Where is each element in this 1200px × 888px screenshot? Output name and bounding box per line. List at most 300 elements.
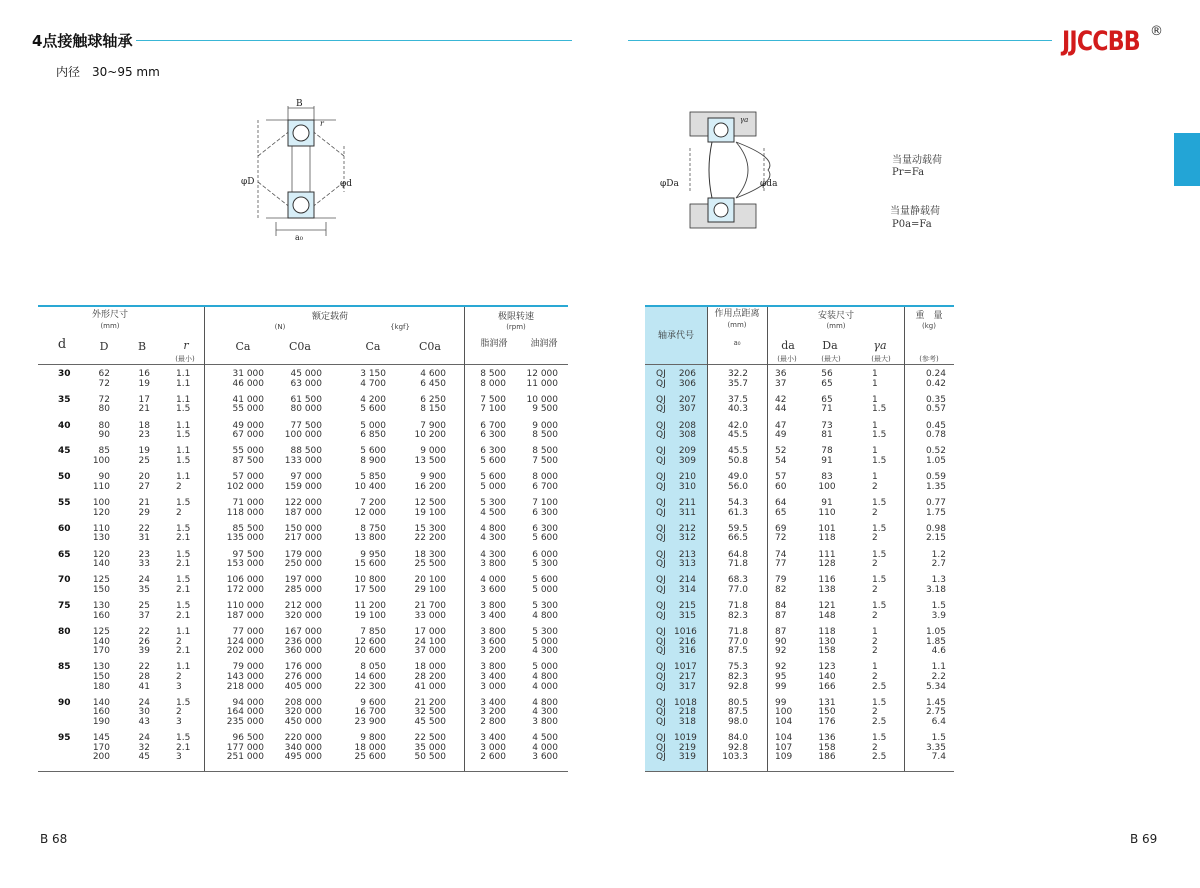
header-a0-unit: (mm)	[727, 321, 747, 329]
cell-code-prefix: QJ	[656, 672, 666, 682]
cell-c0a-kgf: 18 000	[414, 662, 446, 673]
cell-c0a-kgf: 37 000	[414, 646, 446, 657]
cell-ca-n: 94 000	[232, 697, 264, 708]
cell-outer-d: 120	[92, 507, 110, 518]
cell-speed-grease: 4 500	[480, 507, 506, 518]
cell-code-prefix: QJ	[656, 404, 666, 415]
cell-r-min: 2.1	[176, 742, 191, 753]
cell-ca-kgf: 11 200	[354, 601, 386, 612]
cell-outer-d: 180	[92, 681, 110, 692]
header-oil: 油润滑	[530, 339, 558, 349]
header-Da: Da	[822, 339, 838, 352]
registered-mark: ®	[1150, 24, 1163, 39]
cell-Da-max: 83	[821, 472, 833, 483]
cell-code-number: 316	[678, 646, 696, 657]
cell-code-prefix: QJ	[656, 481, 666, 492]
cell-weight: 0.98	[925, 523, 946, 534]
cell-code-prefix: QJ	[656, 394, 666, 405]
cell-Da-max: 118	[818, 627, 836, 637]
cell-weight: 2.2	[931, 672, 946, 682]
cell-da-min: 74	[775, 549, 787, 560]
cell-width-b: 39	[138, 646, 150, 657]
label-da-housing: φDa	[660, 179, 679, 189]
cell-speed-grease: 6 300	[480, 446, 506, 457]
table-bottom-rule	[645, 771, 954, 772]
cell-code-prefix: QJ	[656, 681, 666, 692]
cell-width-b: 37	[138, 610, 150, 621]
cell-r-min: 1.5	[176, 575, 191, 586]
cell-outer-d: 170	[92, 646, 110, 657]
cell-ca-kgf: 9 600	[360, 697, 386, 708]
cell-code-number: 212	[678, 523, 696, 534]
cell-da-min: 49	[775, 430, 787, 441]
cell-ca-n: 172 000	[226, 585, 264, 595]
cell-speed-grease: 3 800	[480, 601, 506, 612]
cell-a0: 37.5	[727, 394, 748, 405]
cell-code-prefix: QJ	[656, 507, 666, 518]
cell-Da-max: 73	[821, 420, 833, 431]
cell-ra-max: 1	[872, 394, 878, 405]
cell-weight: 0.35	[925, 394, 946, 405]
header-code: 轴承代号	[657, 331, 694, 341]
cell-code-number: 206	[678, 369, 696, 379]
cell-r-min: 2.1	[176, 533, 191, 544]
cell-ra-max: 1.5	[872, 575, 887, 586]
cell-c0a-kgf: 41 000	[414, 681, 446, 692]
cell-c0a-kgf: 9 900	[420, 472, 446, 483]
cell-ca-n: 87 500	[232, 456, 264, 466]
cell-width-b: 19	[138, 378, 150, 389]
cell-ca-kgf: 17 500	[354, 585, 386, 595]
cell-weight: 2.15	[925, 533, 946, 544]
cell-code-number: 217	[678, 672, 696, 682]
cell-r-min: 1.5	[176, 404, 191, 415]
cell-outer-d: 130	[92, 533, 110, 544]
cell-width-b: 22	[138, 627, 150, 637]
cell-speed-oil: 5 000	[532, 636, 558, 647]
cell-da-min: 72	[775, 533, 787, 544]
cell-r-min: 2	[176, 481, 182, 492]
cell-bore-d: 30	[58, 369, 71, 379]
cell-c0a-n: 360 000	[284, 646, 322, 657]
cell-ca-n: 55 000	[232, 446, 264, 457]
cell-a0: 61.3	[727, 507, 748, 518]
cell-ca-kgf: 7 200	[360, 498, 386, 508]
cell-code-number: 1016	[674, 627, 697, 637]
cell-code-number: 313	[678, 559, 696, 570]
header-a0-label: 作用点距离	[714, 309, 760, 319]
cell-width-b: 16	[138, 369, 150, 379]
cell-a0: 92.8	[727, 681, 748, 692]
cell-speed-oil: 7 500	[532, 456, 558, 466]
cell-code-number: 210	[678, 472, 696, 483]
cell-c0a-n: 176 000	[284, 662, 322, 673]
cell-r-min: 3	[176, 752, 182, 763]
cell-code-prefix: QJ	[656, 575, 666, 586]
cell-width-b: 22	[138, 523, 150, 534]
cell-speed-oil: 4 800	[532, 697, 558, 708]
cell-c0a-n: 450 000	[284, 717, 322, 727]
header-r-min: (最小)	[175, 355, 195, 363]
cell-code-prefix: QJ	[656, 446, 666, 457]
cell-speed-oil: 4 500	[532, 733, 558, 744]
cell-da-min: 37	[775, 378, 787, 389]
cell-speed-grease: 8 500	[480, 369, 506, 379]
cell-r-min: 2.1	[176, 610, 191, 621]
cell-ca-n: 187 000	[226, 610, 264, 621]
cell-ca-n: 110 000	[226, 601, 264, 612]
label-b: B	[296, 99, 303, 109]
cell-c0a-n: 495 000	[284, 752, 322, 763]
header-r: r	[183, 339, 189, 352]
cell-speed-oil: 11 000	[526, 378, 558, 389]
cell-r-min: 3	[176, 717, 182, 727]
cell-da-min: 87	[775, 610, 787, 621]
cell-a0: 49.0	[727, 472, 748, 483]
cell-c0a-kgf: 33 000	[414, 610, 446, 621]
header-mount-unit: (mm)	[826, 322, 846, 330]
cell-a0: 50.8	[727, 456, 748, 466]
cell-speed-grease: 3 800	[480, 662, 506, 673]
cell-Da-max: 91	[821, 456, 833, 466]
cell-speed-oil: 4 800	[532, 672, 558, 682]
cell-ra-max: 1.5	[872, 733, 887, 744]
col-divider	[707, 307, 708, 771]
cell-width-b: 25	[138, 601, 150, 612]
cell-width-b: 23	[138, 430, 150, 441]
header-speed-unit: (rpm)	[506, 323, 526, 331]
cell-da-min: 95	[775, 672, 787, 682]
cell-code-number: 308	[678, 430, 696, 441]
cell-da-min: 36	[775, 369, 787, 379]
cell-code-number: 1018	[674, 697, 697, 708]
cell-ca-kgf: 8 050	[360, 662, 386, 673]
cell-code-prefix: QJ	[656, 752, 666, 763]
cell-speed-oil: 12 000	[526, 369, 558, 379]
cell-speed-oil: 5 300	[532, 559, 558, 570]
cell-outer-d: 72	[98, 394, 110, 405]
cell-width-b: 30	[138, 707, 150, 718]
cell-r-min: 1.5	[176, 697, 191, 708]
cell-code-number: 1019	[674, 733, 697, 744]
cell-ra-max: 1	[872, 627, 878, 637]
header-B: B	[137, 340, 147, 353]
cell-width-b: 45	[138, 752, 150, 763]
cell-code-number: 306	[678, 378, 696, 389]
cell-bore-d: 55	[58, 498, 71, 508]
cell-width-b: 32	[138, 742, 150, 753]
static-load-label: 当量静载荷	[890, 206, 940, 217]
cell-code-number: 219	[678, 742, 696, 753]
cell-weight: 4.6	[931, 646, 946, 657]
cell-ra-max: 2	[872, 646, 878, 657]
cell-c0a-n: 187 000	[284, 507, 322, 518]
cell-r-min: 1.5	[176, 430, 191, 441]
cell-ca-kgf: 10 800	[354, 575, 386, 586]
cell-da-min: 87	[775, 627, 787, 637]
cell-ca-kgf: 5 600	[360, 446, 386, 457]
table-top-rule	[645, 305, 954, 307]
cell-c0a-n: 61 500	[290, 394, 322, 405]
cell-speed-grease: 6 300	[480, 430, 506, 441]
cell-ra-max: 1	[872, 446, 878, 457]
cell-code-prefix: QJ	[656, 523, 666, 534]
cell-weight: 3.35	[925, 742, 946, 753]
page-subtitle: 内径 30~95 mm	[56, 65, 160, 79]
cell-bore-d: 85	[58, 662, 71, 673]
cell-ca-kgf: 4 700	[360, 378, 386, 389]
cell-a0: 82.3	[727, 672, 748, 682]
cell-c0a-kgf: 8 150	[420, 404, 446, 415]
cell-speed-oil: 5 300	[532, 601, 558, 612]
cell-outer-d: 145	[92, 733, 110, 744]
cell-r-min: 1.1	[176, 662, 191, 673]
cell-c0a-kgf: 28 200	[414, 672, 446, 682]
cell-outer-d: 100	[92, 456, 110, 466]
cell-Da-max: 166	[818, 681, 836, 692]
cell-outer-d: 120	[92, 549, 110, 560]
cell-speed-grease: 7 100	[480, 404, 506, 415]
cell-ca-n: 177 000	[226, 742, 264, 753]
cell-Da-max: 128	[818, 559, 836, 570]
cell-outer-d: 90	[98, 472, 110, 483]
cell-Da-max: 81	[821, 430, 833, 441]
cell-c0a-n: 88 500	[290, 446, 322, 457]
cell-c0a-kgf: 9 000	[420, 446, 446, 457]
cell-speed-grease: 3 400	[480, 610, 506, 621]
cell-a0: 75.3	[727, 662, 748, 673]
cell-ca-kgf: 18 000	[354, 742, 386, 753]
cell-c0a-n: 208 000	[284, 697, 322, 708]
cell-width-b: 18	[138, 420, 150, 431]
header-weight-ref: (参考)	[919, 355, 939, 363]
cell-Da-max: 136	[818, 733, 836, 744]
cell-ca-kgf: 5 600	[360, 404, 386, 415]
cell-width-b: 31	[138, 533, 150, 544]
cell-ca-n: 57 000	[232, 472, 264, 483]
cell-c0a-kgf: 15 300	[414, 523, 446, 534]
cell-r-min: 1.5	[176, 523, 191, 534]
cell-ca-kgf: 15 600	[354, 559, 386, 570]
cell-outer-d: 140	[92, 559, 110, 570]
cell-width-b: 22	[138, 662, 150, 673]
cell-speed-grease: 3 000	[480, 681, 506, 692]
cell-Da-max: 91	[821, 498, 833, 508]
cell-a0: 56.0	[727, 481, 748, 492]
cell-ca-kgf: 12 000	[354, 507, 386, 518]
cell-ca-n: 235 000	[226, 717, 264, 727]
cell-c0a-kgf: 19 100	[414, 507, 446, 518]
cell-bore-d: 90	[58, 697, 71, 708]
cell-ca-n: 251 000	[226, 752, 264, 763]
cell-code-number: 311	[678, 507, 696, 518]
cell-weight: 3.9	[931, 610, 946, 621]
cell-da-min: 109	[775, 752, 793, 763]
cell-code-prefix: QJ	[656, 646, 666, 657]
label-ra: γa	[740, 116, 749, 124]
cell-r-min: 1.1	[176, 378, 191, 389]
cell-c0a-n: 150 000	[284, 523, 322, 534]
cell-a0: 64.8	[727, 549, 748, 560]
cell-weight: 7.4	[931, 752, 946, 763]
cell-ra-max: 1.5	[872, 498, 887, 508]
cell-code-number: 318	[678, 717, 696, 727]
cell-ra-max: 2	[872, 559, 878, 570]
cell-c0a-kgf: 13 500	[414, 456, 446, 466]
cell-outer-d: 125	[92, 575, 110, 586]
cell-ra-max: 2	[872, 585, 878, 595]
header-max-ra: (最大)	[871, 355, 891, 363]
cell-code-number: 218	[678, 707, 696, 718]
cell-outer-d: 72	[98, 378, 110, 389]
cell-weight: 0.45	[925, 420, 946, 431]
cell-code-number: 315	[678, 610, 696, 621]
cell-a0: 82.3	[727, 610, 748, 621]
cell-da-min: 90	[775, 636, 787, 647]
cell-c0a-n: 100 000	[284, 430, 322, 441]
cell-Da-max: 140	[818, 672, 836, 682]
cell-Da-max: 111	[818, 549, 836, 560]
cell-da-min: 92	[775, 662, 787, 673]
cell-c0a-kgf: 18 300	[414, 549, 446, 560]
cell-r-min: 1.5	[176, 498, 191, 508]
cell-width-b: 21	[138, 404, 150, 415]
cell-width-b: 21	[138, 498, 150, 508]
cell-c0a-kgf: 24 100	[414, 636, 446, 647]
cell-ca-kgf: 9 800	[360, 733, 386, 744]
cell-outer-d: 90	[98, 430, 110, 441]
cell-ca-n: 135 000	[226, 533, 264, 544]
cell-speed-grease: 5 300	[480, 498, 506, 508]
cell-da-min: 65	[775, 507, 787, 518]
cell-ra-max: 2	[872, 610, 878, 621]
cell-Da-max: 158	[818, 646, 836, 657]
cell-weight: 1.3	[931, 575, 946, 586]
cell-code-prefix: QJ	[656, 369, 666, 379]
cell-weight: 1.2	[931, 549, 946, 560]
cell-speed-grease: 5 600	[480, 472, 506, 483]
cell-ca-n: 46 000	[232, 378, 264, 389]
cell-r-min: 1.5	[176, 549, 191, 560]
cell-ca-kgf: 10 400	[354, 481, 386, 492]
cell-c0a-kgf: 6 450	[420, 378, 446, 389]
cell-ca-kgf: 20 600	[354, 646, 386, 657]
cell-ca-kgf: 9 950	[360, 549, 386, 560]
cell-ca-kgf: 3 150	[360, 369, 386, 379]
header-ca-n: Ca	[235, 340, 251, 353]
cell-outer-d: 200	[92, 752, 110, 763]
cell-r-min: 1.5	[176, 601, 191, 612]
cell-c0a-n: 340 000	[284, 742, 322, 753]
cell-weight: 0.52	[925, 446, 946, 457]
cell-code-prefix: QJ	[656, 717, 666, 727]
cell-r-min: 1.1	[176, 472, 191, 483]
cell-ra-max: 1.5	[872, 456, 887, 466]
cell-code-prefix: QJ	[656, 697, 666, 708]
cell-ca-n: 218 000	[226, 681, 264, 692]
cell-code-prefix: QJ	[656, 662, 666, 673]
cell-da-min: 99	[775, 697, 787, 708]
cell-r-min: 1.1	[176, 446, 191, 457]
cell-weight: 1.05	[925, 456, 946, 466]
cell-c0a-kgf: 22 500	[414, 733, 446, 744]
cell-weight: 3.18	[925, 585, 946, 595]
cell-width-b: 25	[138, 456, 150, 466]
cell-code-number: 314	[678, 585, 696, 595]
cell-bore-d: 80	[58, 627, 71, 637]
cell-weight: 1.85	[925, 636, 946, 647]
cell-weight: 1.05	[925, 627, 946, 637]
cell-ra-max: 2.5	[872, 681, 887, 692]
cell-a0: 71.8	[727, 601, 748, 612]
cell-code-number: 213	[678, 549, 696, 560]
cell-a0: 98.0	[727, 717, 748, 727]
cell-speed-grease: 2 800	[480, 717, 506, 727]
cell-speed-grease: 3 800	[480, 559, 506, 570]
cell-outer-d: 150	[92, 585, 110, 595]
cell-Da-max: 78	[821, 446, 833, 457]
label-outer-diameter: φD	[241, 177, 255, 187]
cell-a0: 80.5	[727, 697, 748, 708]
cell-ca-n: 164 000	[226, 707, 264, 718]
cell-code-number: 317	[678, 681, 696, 692]
cell-outer-d: 170	[92, 742, 110, 753]
cell-c0a-n: 320 000	[284, 707, 322, 718]
cell-c0a-n: 285 000	[284, 585, 322, 595]
cell-Da-max: 116	[818, 575, 836, 586]
cell-Da-max: 101	[818, 523, 836, 534]
cell-da-min: 79	[775, 575, 787, 586]
cell-speed-oil: 6 300	[532, 507, 558, 518]
cell-c0a-n: 80 000	[290, 404, 322, 415]
cell-bore-d: 40	[58, 420, 71, 431]
cell-ra-max: 1.5	[872, 549, 887, 560]
cell-speed-grease: 3 200	[480, 646, 506, 657]
cell-code-prefix: QJ	[656, 430, 666, 441]
cell-r-min: 2	[176, 636, 182, 647]
cell-code-prefix: QJ	[656, 456, 666, 466]
cell-Da-max: 158	[818, 742, 836, 753]
cell-outer-d: 110	[92, 481, 110, 492]
static-load-formula: P0a=Fa	[892, 219, 932, 230]
cell-speed-grease: 8 000	[480, 378, 506, 389]
cell-speed-oil: 4 000	[532, 742, 558, 753]
cell-bore-d: 60	[58, 523, 71, 534]
cell-Da-max: 56	[821, 369, 833, 379]
cell-code-prefix: QJ	[656, 610, 666, 621]
cell-ca-n: 77 000	[232, 627, 264, 637]
cell-code-prefix: QJ	[656, 707, 666, 718]
cell-code-number: 216	[678, 636, 696, 647]
cell-Da-max: 176	[818, 717, 836, 727]
cell-ca-kgf: 13 800	[354, 533, 386, 544]
cell-ra-max: 1	[872, 472, 878, 483]
label-r: r	[320, 119, 324, 128]
cell-weight: 0.42	[925, 378, 946, 389]
col-divider	[904, 307, 905, 771]
cell-c0a-n: 220 000	[284, 733, 322, 744]
header-load-unit-kgf: {kgf}	[390, 323, 410, 331]
cell-width-b: 27	[138, 481, 150, 492]
cell-speed-grease: 3 000	[480, 742, 506, 753]
cell-a0: 40.3	[727, 404, 748, 415]
cell-width-b: 17	[138, 394, 150, 405]
cell-code-number: 1017	[674, 662, 697, 673]
cell-ra-max: 2.5	[872, 752, 887, 763]
cell-c0a-n: 250 000	[284, 559, 322, 570]
cell-ca-n: 85 500	[232, 523, 264, 534]
cell-ra-max: 1	[872, 369, 878, 379]
